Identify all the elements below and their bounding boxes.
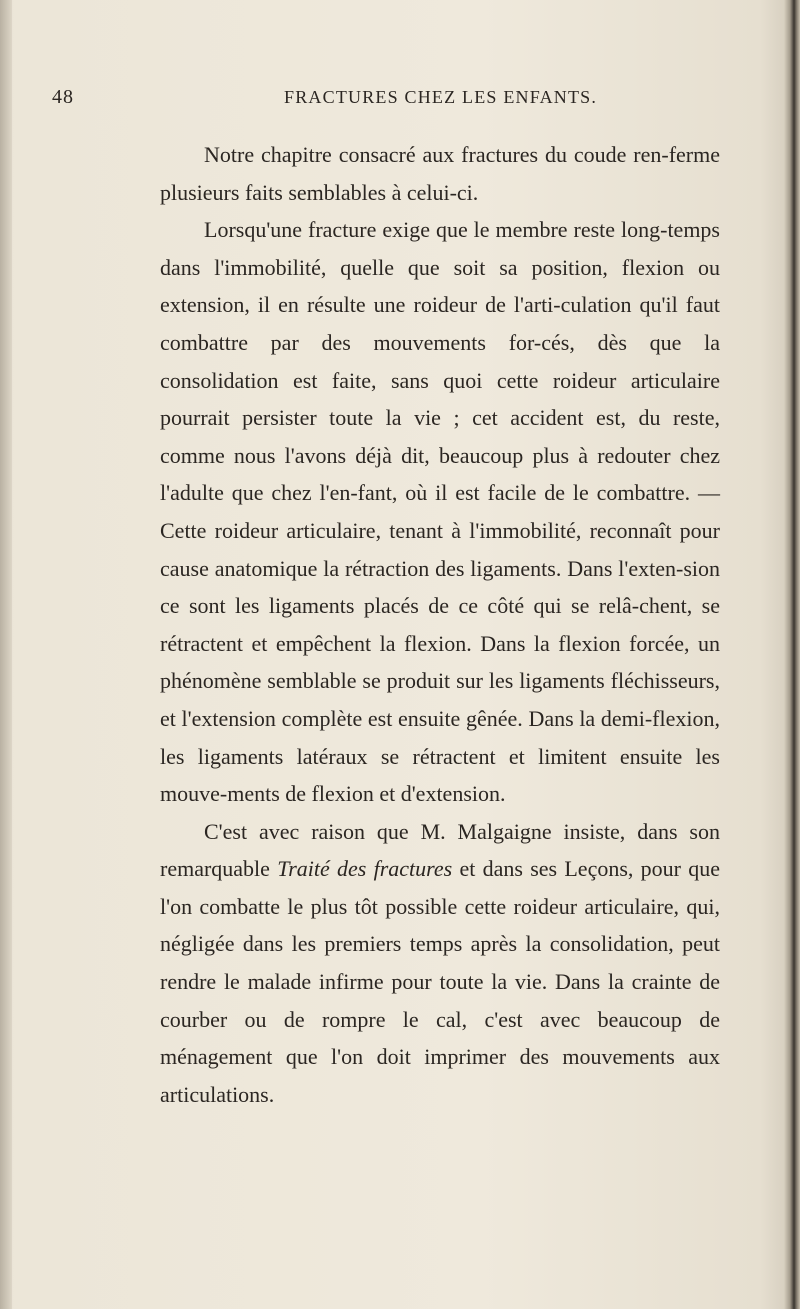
page-left-edge	[0, 0, 12, 1309]
page-right-edge	[784, 0, 800, 1309]
page-header	[52, 86, 752, 120]
paragraph-1: Notre chapitre consacré aux fractures du coude ren-ferme plusieurs faits semblables à celui-ci.	[160, 142, 720, 205]
paragraph-3-end: et dans ses Leçons, pour que l'on combatte le plus tôt possible cette roideur articulaire, qui, négligée dans les premiers temps après la consolidation, peut rendre le malade infirme pour toute la vie. Dans la crainte de courber ou de rompre le cal, c'est avec beaucoup de ménagement que l'on doit imprimer des mouvements aux articulations.	[160, 856, 721, 1107]
book-title-reference: Traité des fractures	[277, 856, 453, 882]
body-text	[160, 136, 720, 1113]
paragraph-3-start: C'est avec raison que M. Malgaigne insiste, dans son remarquable	[160, 818, 720, 882]
paragraph-2: Lorsqu'une fracture exige que le membre reste long-temps dans l'immobilité, quelle que soit sa position, flexion ou extension, il en résulte une roideur de l'arti-culation qu'il faut combattre par des mouvements for-cés, dès que la consolidation est faite, sans quoi cette roideur articulaire pourrait persister toute la vie ; cet accident est, du reste, comme nous l'avons déjà dit, beaucoup plus à redouter chez l'adulte que chez l'en-fant, où il est facile de le combattre. — Cette roideur articulaire, tenant à l'immobilité, reconnaît pour cause anatomique la rétraction des ligaments. Dans l'exten-sion ce sont les ligaments placés de ce côté qui se relâ-chent, se rétractent et empêchent la flexion. Dans la flexion forcée, un phénomène semblable se produit sur les ligaments fléchisseurs, et l'extension complète est ensuite gênée. Dans la demi-flexion, les ligaments latéraux se rétractent et limitent ensuite les mouve-ments de flexion et d'extension.	[160, 217, 720, 807]
paragraph-3	[160, 813, 720, 1114]
running-title: FRACTURES CHEZ LES ENFANTS.	[284, 87, 598, 107]
page-number: 48	[52, 86, 74, 108]
